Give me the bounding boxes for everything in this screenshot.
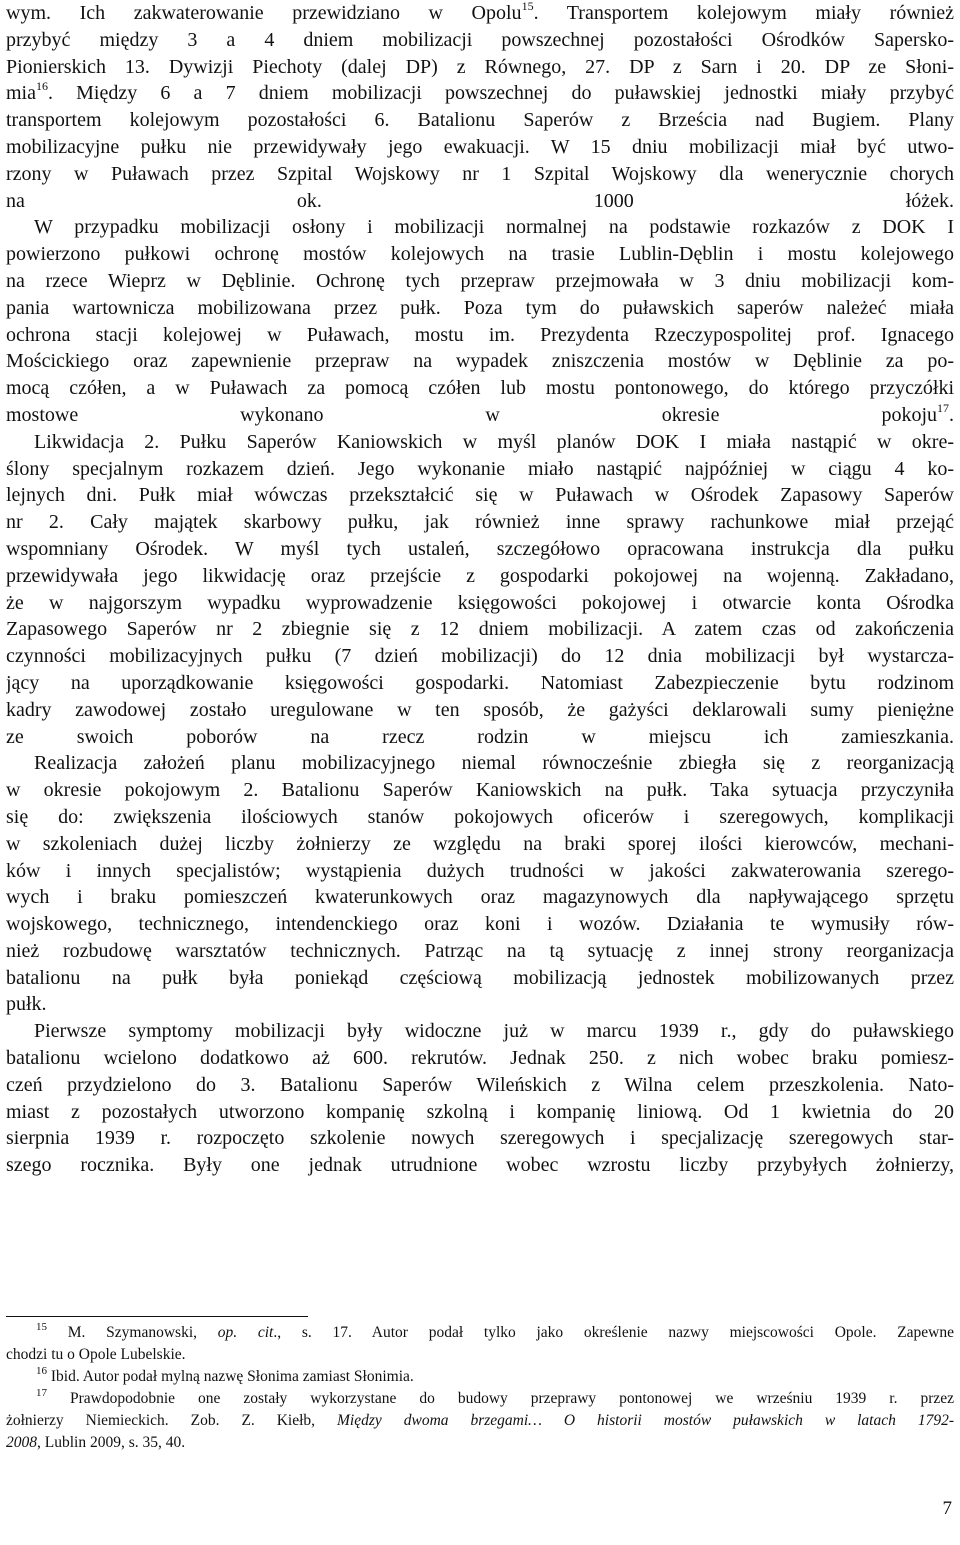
text-run: na rzece Wieprz w Dęblinie. Ochronę tych przepraw przejmowała w 3 dniu mobilizacji kom- bbox=[6, 269, 954, 292]
text-run: transportem kolejowym pozostałości 6. Batalionu Saperów z Brześcia nad Bugiem. Plany bbox=[6, 109, 954, 132]
footnotes bbox=[6, 1322, 954, 1454]
body-text bbox=[6, 0, 954, 1179]
footnote-line bbox=[6, 1344, 954, 1366]
body-line bbox=[6, 214, 954, 241]
text-run: nr 2. Cały majątek skarbowy pułku, jak również inne sprawy rachunkowe miał przejąć bbox=[6, 511, 954, 534]
italic-title: Między dwoma brzegami… O historii mostów puławskich w latach 1792- bbox=[337, 1412, 954, 1429]
body-line bbox=[6, 536, 954, 563]
text-run: Ibid. Autor podał mylną nazwę Słonima zamiast Słonimia. bbox=[47, 1368, 414, 1385]
text-run: ków i innych specjalistów; wystąpienia dużych trudności w jakości zakwaterowania szerego- bbox=[6, 859, 954, 882]
body-line bbox=[6, 348, 954, 375]
footnote-reference: 17 bbox=[937, 400, 949, 415]
text-run: że w najgorszym wypadku wyprowadzenie księgowości pokojowej i otwarcie konta Ośrodka bbox=[6, 591, 954, 614]
text-run: pania wartownicza mobilizowana przez pułk. Poza tym do puławskich saperów należeć miała bbox=[6, 296, 954, 319]
body-line bbox=[6, 563, 954, 590]
body-line bbox=[6, 911, 954, 938]
text-run: . Transportem kolejowym miały również bbox=[533, 2, 954, 24]
text-run: M. Szymanowski, bbox=[47, 1324, 218, 1341]
body-line bbox=[6, 1072, 954, 1099]
body-line bbox=[6, 777, 954, 804]
footnote-number: 17 bbox=[36, 1388, 47, 1399]
body-line bbox=[6, 107, 954, 134]
text-run: żołnierzy Niemieckich. Zob. Z. Kiełb, bbox=[6, 1412, 338, 1429]
body-line bbox=[6, 402, 954, 429]
text-run: jący na uporządkowanie księgowości gospodarki. Natomiast Zabezpieczenie bytu rodzinom bbox=[6, 671, 954, 694]
footnote-number: 16 bbox=[36, 1365, 47, 1377]
footnote-number: 15 bbox=[36, 1322, 47, 1333]
body-line bbox=[6, 938, 954, 965]
body-line bbox=[6, 322, 954, 349]
body-line bbox=[6, 750, 954, 777]
body-line bbox=[6, 884, 954, 911]
text-run: miast z pozostałych utworzono kompanię szkolną i kompanię liniową. Od 1 kwietnia do 20 bbox=[6, 1100, 954, 1123]
text-run: mobilizacyjne pułku nie przewidywały jego ewakuacji. W 15 dniu mobilizacji miał być utwo- bbox=[6, 135, 954, 158]
body-line bbox=[6, 0, 954, 27]
body-line bbox=[6, 804, 954, 831]
footnote-line bbox=[6, 1410, 954, 1432]
body-line bbox=[6, 456, 954, 483]
text-run: , Lublin 2009, s. 35, 40. bbox=[37, 1434, 186, 1451]
body-line bbox=[6, 375, 954, 402]
footnote-line bbox=[6, 1322, 954, 1344]
body-line bbox=[6, 831, 954, 858]
text-run: pułk. bbox=[6, 993, 47, 1016]
text-run: batalionu na pułk była poniekąd częściową mobilizacją jednostek mobilizowanych przez bbox=[6, 966, 954, 989]
body-line bbox=[6, 697, 954, 724]
text-run: Pierwsze symptomy mobilizacji były widoczne już w marcu 1939 r., gdy do puławskiego bbox=[34, 1020, 954, 1043]
footnote-line bbox=[6, 1432, 954, 1454]
text-run: się do: zwiększenia ilościowych stanów pokojowych oficerów i szeregowych, komplikacji bbox=[6, 805, 954, 828]
body-line bbox=[6, 482, 954, 509]
text-run: szego rocznika. Były one jednak utrudnione wobec wzrostu liczby przybyłych żołnierzy, bbox=[6, 1154, 954, 1177]
body-line bbox=[6, 27, 954, 54]
body-line bbox=[6, 1018, 954, 1045]
text-run: ze swoich poborów na rzecz rodzin w miejscu ich zamieszkania. bbox=[6, 725, 954, 748]
body-line bbox=[6, 643, 954, 670]
text-run: sierpnia 1939 r. rozpoczęto szkolenie nowych szeregowych i specjalizację szeregowych star- bbox=[6, 1127, 954, 1150]
body-line bbox=[6, 54, 954, 81]
page-number: 7 bbox=[942, 1498, 952, 1519]
body-line bbox=[6, 268, 954, 295]
text-run: powierzono pułkowi ochronę mostów kolejowych na trasie Lublin-Dęblin i mostu kolejowego bbox=[6, 243, 954, 266]
text-run: Zapasowego Saperów nr 2 zbiegnie się z 12 dniem mobilizacji. A zatem czas od zakończenia bbox=[6, 618, 954, 641]
text-run: na ok. 1000 łóżek. bbox=[6, 189, 954, 212]
body-line bbox=[6, 509, 954, 536]
body-line bbox=[6, 1045, 954, 1072]
body-line bbox=[6, 295, 954, 322]
text-run: wych i braku pomieszczeń kwaterunkowych oraz magazynowych dla napływającego sprzętu bbox=[6, 886, 954, 909]
text-run: wym. Ich zakwaterowanie przewidziano w Opolu bbox=[6, 2, 522, 24]
text-run: chodzi tu o Opole Lubelskie. bbox=[6, 1346, 186, 1363]
text-run: batalionu wcielono dodatkowo aż 600. rekrutów. Jednak 250. z nich wobec braku pomiesz- bbox=[6, 1047, 954, 1070]
body-line bbox=[6, 241, 954, 268]
footnote-line bbox=[6, 1388, 954, 1410]
body-line bbox=[6, 1125, 954, 1152]
body-line bbox=[6, 134, 954, 161]
body-line bbox=[6, 188, 954, 215]
body-line bbox=[6, 590, 954, 617]
body-line bbox=[6, 616, 954, 643]
text-run: wojskowego, technicznego, intendenckiego oraz koni i wozów. Działania te wymusiły rów- bbox=[6, 913, 954, 936]
text-run: kadry zawodowej zostało uregulowane w ten sposób, że gażyści deklarowali sumy pieniężne bbox=[6, 698, 954, 721]
body-line bbox=[6, 724, 954, 751]
italic-title: op. cit bbox=[217, 1324, 274, 1341]
text-run: Likwidacja 2. Pułku Saperów Kaniowskich w myśl planów DOK I miała nastąpić w okre- bbox=[34, 430, 954, 453]
text-run: rzony w Puławach przez Szpital Wojskowy nr 1 Szpital Wojskowy dla wenerycznie chorych bbox=[6, 162, 954, 185]
footnote-reference: 16 bbox=[36, 80, 48, 94]
body-line bbox=[6, 670, 954, 697]
footnote-line bbox=[6, 1366, 954, 1388]
footnote-reference: 15 bbox=[521, 0, 534, 13]
text-run: mia bbox=[6, 82, 36, 105]
body-line bbox=[6, 1099, 954, 1126]
text-run: . bbox=[949, 403, 954, 426]
text-run: Realizacja założeń planu mobilizacyjnego niemal równocześnie zbiegła się z reorganizacją bbox=[34, 752, 954, 775]
text-run: Prawdopodobnie one zostały wykorzystane do budowy przeprawy pontonowej we wrześniu 1939 r. przez bbox=[47, 1390, 954, 1407]
body-line bbox=[6, 991, 954, 1018]
text-run: czeń przydzielono do 3. Batalionu Saperów Wileńskich z Wilna celem przeszkolenia. Nato- bbox=[6, 1073, 954, 1096]
text-run: Mościckiego oraz zapewnienie przepraw na wypadek zniszczenia mostów w Dęblinie za po- bbox=[6, 350, 954, 373]
text-run: w szkoleniach dużej liczby żołnierzy ze względu na braki sporej ilości kierowców, mechani- bbox=[6, 832, 954, 855]
footnote-separator bbox=[6, 1316, 308, 1317]
body-line bbox=[6, 80, 954, 107]
body-line bbox=[6, 161, 954, 188]
text-run: mocą czółen, a w Puławach za pomocą czółen lub mostu pontonowego, do którego przyczółki bbox=[6, 377, 954, 400]
text-run: . Między 6 a 7 dniem mobilizacji powszechnej do puławskiej jednostki miały przybyć bbox=[48, 82, 954, 105]
text-run: nież rozbudowę warsztatów technicznych. Patrząc na tą sytuację z innej strony reorganizacja bbox=[6, 939, 954, 962]
body-line bbox=[6, 858, 954, 885]
text-run: przewidywała jego likwidację oraz przejście z gospodarki pokojowej na wojenną. Zakładano, bbox=[6, 564, 954, 587]
text-run: w okresie pokojowym 2. Batalionu Saperów Kaniowskich na pułk. Taka sytuacja przyczyniła bbox=[6, 779, 954, 802]
text-run: ., s. 17. Autor podał tylko jako określenie nazwy miejscowości Opole. Zapewne bbox=[273, 1324, 954, 1341]
body-line bbox=[6, 1152, 954, 1179]
text-run: wspomniany Ośrodek. W myśl tych ustaleń, szczegółowo opracowana instrukcja dla pułku bbox=[6, 537, 954, 560]
text-run: mostowe wykonano w okresie pokoju bbox=[6, 403, 937, 426]
text-run: przybyć między 3 a 4 dniem mobilizacji powszechnej pozostałości Ośrodków Sapersko- bbox=[6, 28, 954, 51]
text-run: ochrona stacji kolejowej w Puławach, mostu im. Prezydenta Rzeczypospolitej prof. Ignacego bbox=[6, 323, 954, 346]
text-run: lejnych dni. Pułk miał wówczas przekształcić się w Puławach w Ośrodek Zapasowy Saperów bbox=[6, 484, 954, 507]
text-run: Pionierskich 13. Dywizji Piechoty (dalej DP) z Równego, 27. DP z Sarn i 20. DP ze Słoni- bbox=[6, 55, 954, 78]
body-line bbox=[6, 429, 954, 456]
italic-title: 2008 bbox=[6, 1434, 37, 1451]
text-run: czynności mobilizacyjnych pułku (7 dzień mobilizacji) do 12 dnia mobilizacji był wystarcza- bbox=[6, 645, 954, 668]
text-run: ślony specjalnym rozkazem dzień. Jego wykonanie miało nastąpić najpóźniej w ciągu 4 ko- bbox=[6, 457, 954, 480]
body-line bbox=[6, 965, 954, 992]
text-run: W przypadku mobilizacji osłony i mobilizacji normalnej na podstawie rozkazów z DOK I bbox=[34, 216, 954, 239]
